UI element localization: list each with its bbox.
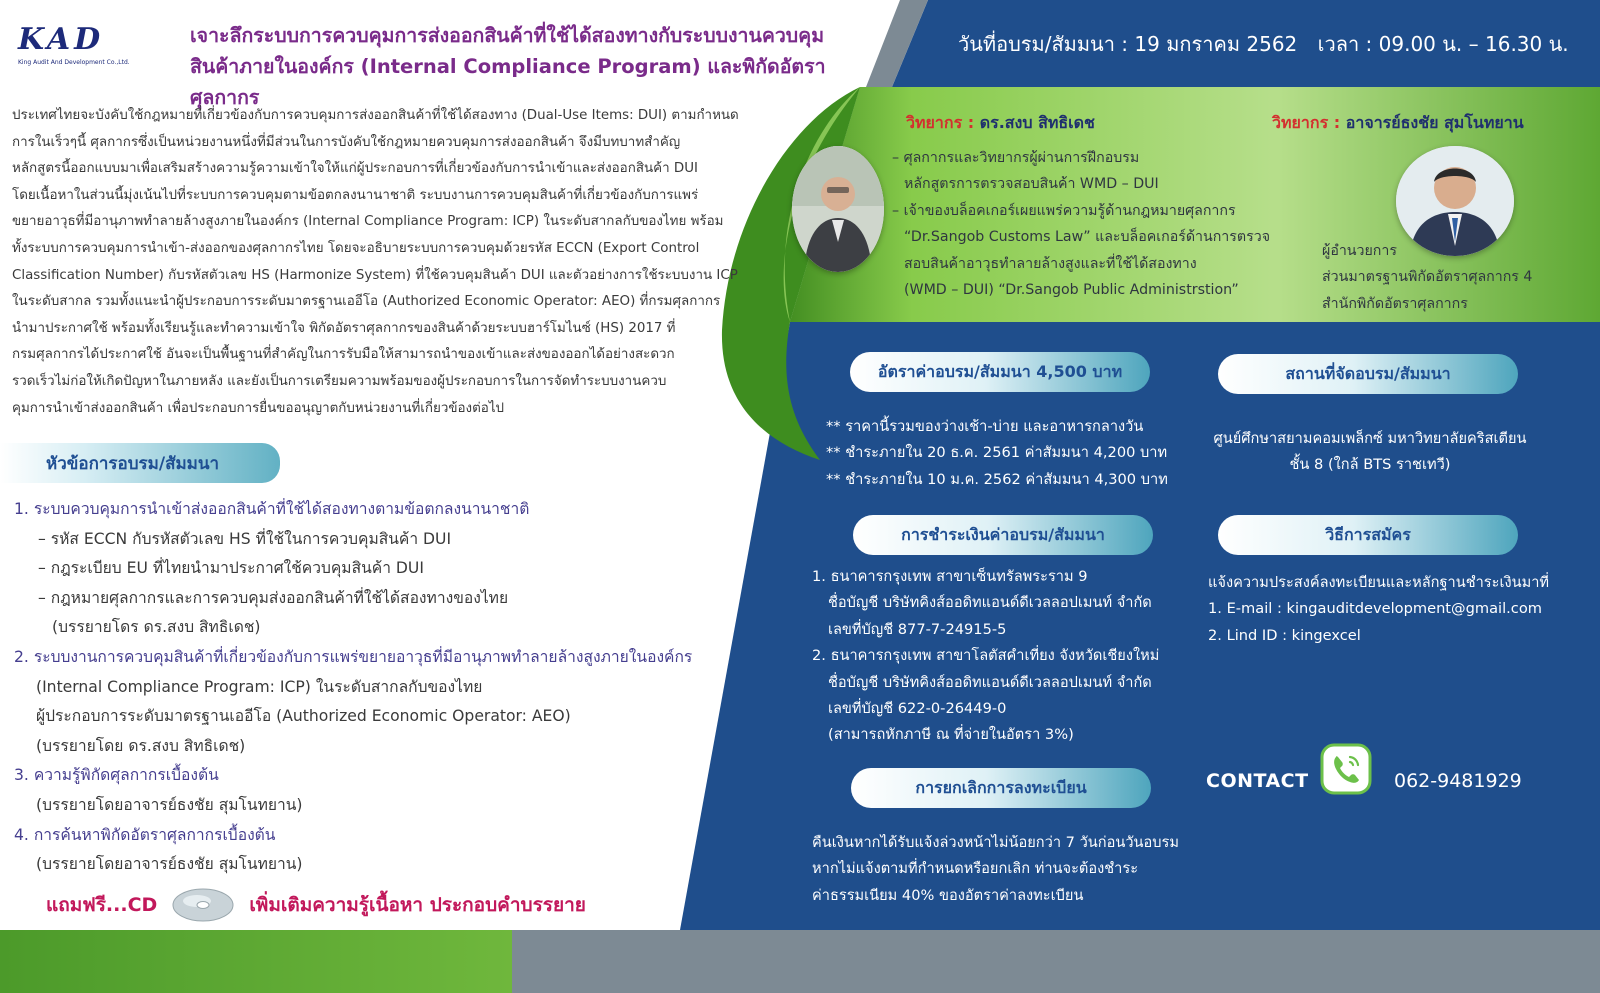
topic-2: 2. ระบบงานการควบคุมสินค้าที่เกี่ยวข้องกับการแพร่ขยายอาวุธที่มีอานุภาพทำลายล้างสูงภายในองค์กร bbox=[14, 647, 693, 666]
speaker-1-title: วิทยากร : ดร.สงบ สิทธิเดช bbox=[906, 113, 1095, 132]
phone-icon[interactable] bbox=[1320, 743, 1372, 795]
apply-email[interactable]: 1. E-mail : kingauditdevelopment@gmail.com bbox=[1208, 600, 1542, 618]
free-cd-banner bbox=[46, 885, 666, 925]
footer-grey bbox=[512, 930, 1600, 993]
contact-label: CONTACT bbox=[1206, 770, 1309, 792]
company-logo: KAD King Audit And Development Co.,Ltd. bbox=[18, 22, 130, 66]
topics-list: 1. ระบบควบคุมการนำเข้าส่งออกสินค้าที่ใช้ได้สองทางตามข้อตกลงนานาชาติ – รหัส ECCN กับรหัสตัวเลข HS ที่ใช้ในการควบคุมสินค้า DUI – กฎระเบียบ EU ที่ไทยนำมาประกาศใช้ควบคุมสินค้า DUI – กฎหมายศุลกากรและการควบคุมส่งออกสินค้าที่ใช้ได้สองทางของไทย (บรรยายโดร ดร.สงบ สิทธิเดช) 2. ระบบงานการควบคุมสินค้าที่เกี่ยวข้องกับการแพร่ขยายอาวุธที่มีอานุภาพทำลายล้างสูงภายในองค์กร (Internal Compliance Program: ICP) ในระดับสากลกับของไทย ผู้ประกอบการระดับมาตรฐานเออีโอ (Authorized Economic Operator: AEO) (บรรยายโดย ดร.สงบ สิทธิเดช) 3. ความรู้พิกัดศุลกากรเบื้องต้น (บรรยายโดยอาจารย์ธงชัย สุมโนทยาน) 4. การค้นหาพิกัดอัตราศุลกากรเบื้องต้น (บรรยายโดยอาจารย์ธงชัย สุมโนทยาน) bbox=[14, 495, 774, 880]
title-line-1: เจาะลึกระบบการควบคุมการส่งออกสินค้าที่ใช้ได้สองทางกับระบบงานควบคุม bbox=[190, 24, 825, 47]
fee-heading: อัตราค่าอบรม/สัมมนา 4,500 บาท bbox=[850, 352, 1150, 392]
speaker-1-description: – ศุลกากรและวิทยากรผู้ผ่านการฝึกอบรม หลักสูตรการตรวจสอบสินค้า WMD – DUI – เจ้าของบล็อคเกอร์เผยแพร่ความรู้ด้านกฎหมายศุลกากร “Dr.Sangob Customs Law” และบล็อคเกอร์ด้านการตรวจ สอบสินค้าอาวุธทำลายล้างสูงและที่ใช้ได้สองทาง (WMD – DUI) “Dr.Sangob Public Administrstion” bbox=[892, 150, 1271, 299]
cancel-heading: การยกเลิกการลงทะเบียน bbox=[851, 768, 1151, 808]
apply-heading: วิธีการสมัคร bbox=[1218, 515, 1518, 555]
payment-details: 1. ธนาคารกรุงเทพ สาขาเซ็นทรัลพระราม 9 ชื่อบัญชี บริษัทคิงส์ออดิทแอนด์ดีเวลลอปเมนท์ จำกัด เลขที่บัญชี 877-7-24915-5 2. ธนาคารกรุงเทพ สาขาโลตัสคำเที่ยง จังหวัดเชียงใหม่ ชื่อบัญชี บริษัทคิงส์ออดิทแอนด์ดีเวลลอปเมนท์ จำกัด เลขที่บัญชี 622-0-26449-0 (สามารถหักภาษี ณ ที่จ่ายในอัตรา 3%) bbox=[812, 568, 1160, 744]
contact-phone-number[interactable]: 062-9481929 bbox=[1394, 770, 1522, 792]
free-cd-label: แถมฟรี...CD bbox=[46, 894, 158, 916]
speaker-2-title: วิทยากร : อาจารย์ธงชัย สุมโนทยาน bbox=[1272, 113, 1524, 132]
page-title bbox=[190, 20, 890, 113]
fee-notes: ** ราคานี้รวมของว่างเช้า-บ่าย และอาหารกลางวัน ** ชำระภายใน 20 ธ.ค. 2561 ค่าสัมมนา 4,200 บาท ** ชำระภายใน 10 ม.ค. 2562 ค่าสัมมนา 4,300 บาท bbox=[826, 418, 1168, 488]
venue-address: ศูนย์ศึกษาสยามคอมเพล็กซ์ มหาวิทยาลัยคริสเตียน ชั้น 8 (ใกล้ BTS ราชเทวี) bbox=[1213, 430, 1527, 474]
title-line-2: สินค้าภายในองค์กร (Internal Compliance Program) และพิกัดอัตราศุลกากร bbox=[190, 55, 826, 109]
event-time: เวลา : 09.00 น. – 16.30 น. bbox=[1317, 32, 1569, 56]
event-datetime bbox=[958, 28, 1578, 60]
apply-line-id: 2. Lind ID : kingexcel bbox=[1208, 626, 1361, 644]
speaker-1-photo bbox=[792, 146, 884, 272]
cancel-policy: คืนเงินหากได้รับแจ้งล่วงหน้าไม่น้อยกว่า 7 วันก่อนวันอบรม หากไม่แจ้งตามที่กำหนดหรือยกเลิก ท่านจะต้องชำระ ค่าธรรมเนียม 40% ของอัตราค่าลงทะเบียน bbox=[812, 834, 1179, 904]
intro-paragraph: ประเทศไทยจะบังคับใช้กฎหมายที่เกี่ยวข้องกับการควบคุมการส่งออกสินค้าที่ใช้ได้สองทาง (Dual-Use Items: DUI) ตามกำหนด การในเร็วๆนี้ ศุลกากรซึ่งเป็นหน่วยงานหนึ่งที่มีส่วนในการบังคับใช้กฎหมายควบคุมการส่งออกสินค้า จึงมีบทบาทสำคัญ หลักสูตรนี้ออกแบบมาเพื่อเสริมสร้างความรู้ความเข้าใจให้แก่ผู้ประกอบการที่เกี่ยวข้องกับการนำเข้าและส่งออกสินค้า DUI โดยเนื้อหาในส่วนนี้มุ่งเน้นไปที่ระบบการควบคุมตามข้อตกลงนานาชาติ ระบบงานการควบคุมสินค้าที่เกี่ยวข้องกับการแพร่ ขยายอาวุธที่มีอานุภาพทำลายล้างสูงภายในองค์กร (Internal Compliance Program: ICP) ในระดับสากลกับของไทย พร้อม ทั้งระบบการควบคุมการนำเข้า-ส่งออกของศุลกากรไทย โดยจะอธิบายระบบการควบคุมด้วยรหัส ECCN (Export Control Classification Number) กับรหัสตัวเลข HS (Harmonize System) ที่ใช้ควบคุมสินค้า DUI และตัวอย่างการใช้ระบบงาน ICP ในระดับสากล รวมทั้งแนะนำผู้ประกอบการระดับมาตรฐานเออีโอ (Authorized Economic Operator: AEO) ที่กรมศุลกากร นำมาประกาศใช้ พร้อมทั้งเรียนรู้และทำความเข้าใจ พิกัดอัตราศุลกากรของสินค้าด้วยระบบฮาร์โมไนซ์ (HS) 2017 ที่ กรมศุลกากรได้ประกาศใช้ อันจะเป็นพื้นฐานที่สำคัญในการรับมือให้สามารถนำของเข้าและส่งของออกได้อย่างสะดวก รวดเร็วไม่ก่อให้เกิดปัญหาในภายหลัง และยังเป็นการเตรียมความพร้อมของผู้ประกอบการในการจัดทำระบบงานควบ คุมการนำเข้าส่งออกสินค้า เพื่อประกอบการยื่นขออนุญาตกับหน่วยงานที่เกี่ยวข้องต่อไป bbox=[12, 108, 739, 416]
person-icon bbox=[792, 146, 884, 272]
topic-4: 4. การค้นหาพิกัดอัตราศุลกากรเบื้องต้น bbox=[14, 825, 276, 844]
payment-heading: การชำระเงินค่าอบรม/สัมมนา bbox=[853, 515, 1153, 555]
venue-heading: สถานที่จัดอบรม/สัมมนา bbox=[1218, 354, 1518, 394]
event-date: วันที่อบรม/สัมมนา : 19 มกราคม 2562 bbox=[958, 32, 1298, 56]
apply-details: แจ้งความประสงค์ลงทะเบียนและหลักฐานชำระเงินมาที่ 1. E-mail : kingauditdevelopment@gmail.com 2. Lind ID : kingexcel bbox=[1208, 570, 1593, 649]
cd-icon bbox=[171, 885, 235, 925]
topic-3: 3. ความรู้พิกัดศุลกากรเบื้องต้น bbox=[14, 766, 219, 785]
free-cd-text: เพิ่มเติมความรู้เนื้อหา ประกอบคำบรรยาย bbox=[249, 894, 586, 916]
speaker-2-description: ผู้อำนวยการ ส่วนมาตรฐานพิกัดอัตราศุลกากร 4 สำนักพิกัดอัตราศุลกากร bbox=[1322, 243, 1533, 312]
topics-heading: หัวข้อการอบรม/สัมมนา bbox=[0, 443, 280, 483]
topic-1: 1. ระบบควบคุมการนำเข้าส่งออกสินค้าที่ใช้ได้สองทางตามข้อตกลงนานาชาติ bbox=[14, 500, 530, 518]
